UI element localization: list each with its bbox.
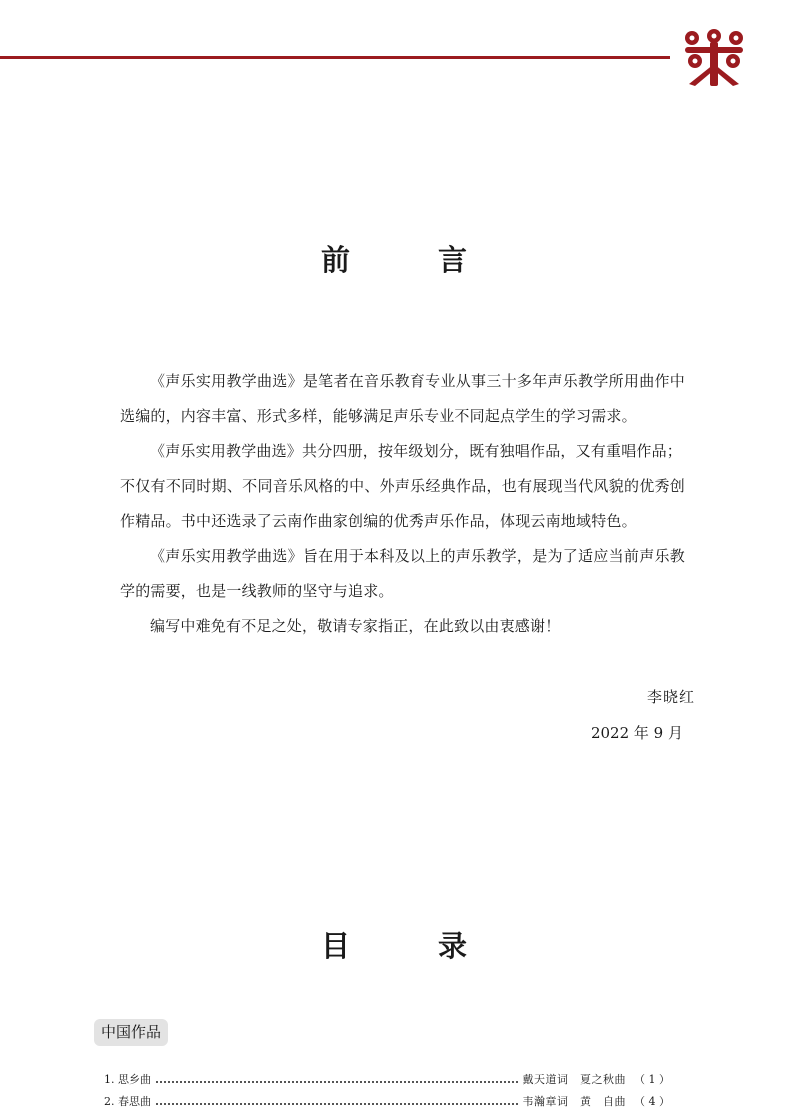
toc-entry-title: 2. 春思曲 (104, 1095, 151, 1108)
preface-paragraph: 编写中难免有不足之处，敬请专家指正，在此致以由衷感谢！ (150, 617, 561, 635)
preface-date: 2022 年 9 月 (590, 724, 683, 742)
toc-entry-page: （ 1 ） (634, 1073, 670, 1086)
dot-leader (156, 1081, 518, 1083)
preface-paragraph: 不仅有不同时期、不同音乐风格的中、外声乐经典作品，也有展现当代风貌的优秀创作精品。书中还选录了云南作曲家创编的优秀声乐作品，体现云南地域特色。 (120, 477, 685, 530)
toc-entry-title: 1. 思乡曲 (104, 1073, 151, 1086)
toc-entry-page: （ 4 ） (634, 1095, 670, 1108)
toc-entry-credits: 韦瀚章词 黄 自曲 (522, 1095, 626, 1108)
dot-leader (156, 1103, 518, 1105)
author-name: 李晓红 (646, 688, 695, 706)
toc-entry[interactable] (104, 1071, 670, 1089)
header-rule (0, 56, 670, 59)
preface-title: 前 言 (320, 243, 470, 277)
toc-entry-credits: 戴天道词 夏之秋曲 (522, 1073, 626, 1086)
preface-paragraph: 《声乐实用教学曲选》共分四册，按年级划分，既有独唱作品，又有重唱作品； (150, 442, 683, 460)
toc-title: 目 录 (320, 929, 470, 963)
publisher-logo-icon (681, 28, 747, 86)
preface-paragraph: 《声乐实用教学曲选》是笔者在音乐教育专业从事三十多年声乐教学所用曲作中选编的，内容丰富、形式多样，能够满足声乐专业不同起点学生的学习需求。 (120, 372, 685, 425)
preface-paragraph: 《声乐实用教学曲选》旨在用于本科及以上的声乐教学，是为了适应当前声乐教学的需要，也是一线教师的坚守与追求。 (120, 547, 685, 600)
preface-body (120, 364, 685, 644)
toc-entry[interactable] (104, 1093, 670, 1111)
section-badge: 中国作品 (94, 1019, 168, 1046)
